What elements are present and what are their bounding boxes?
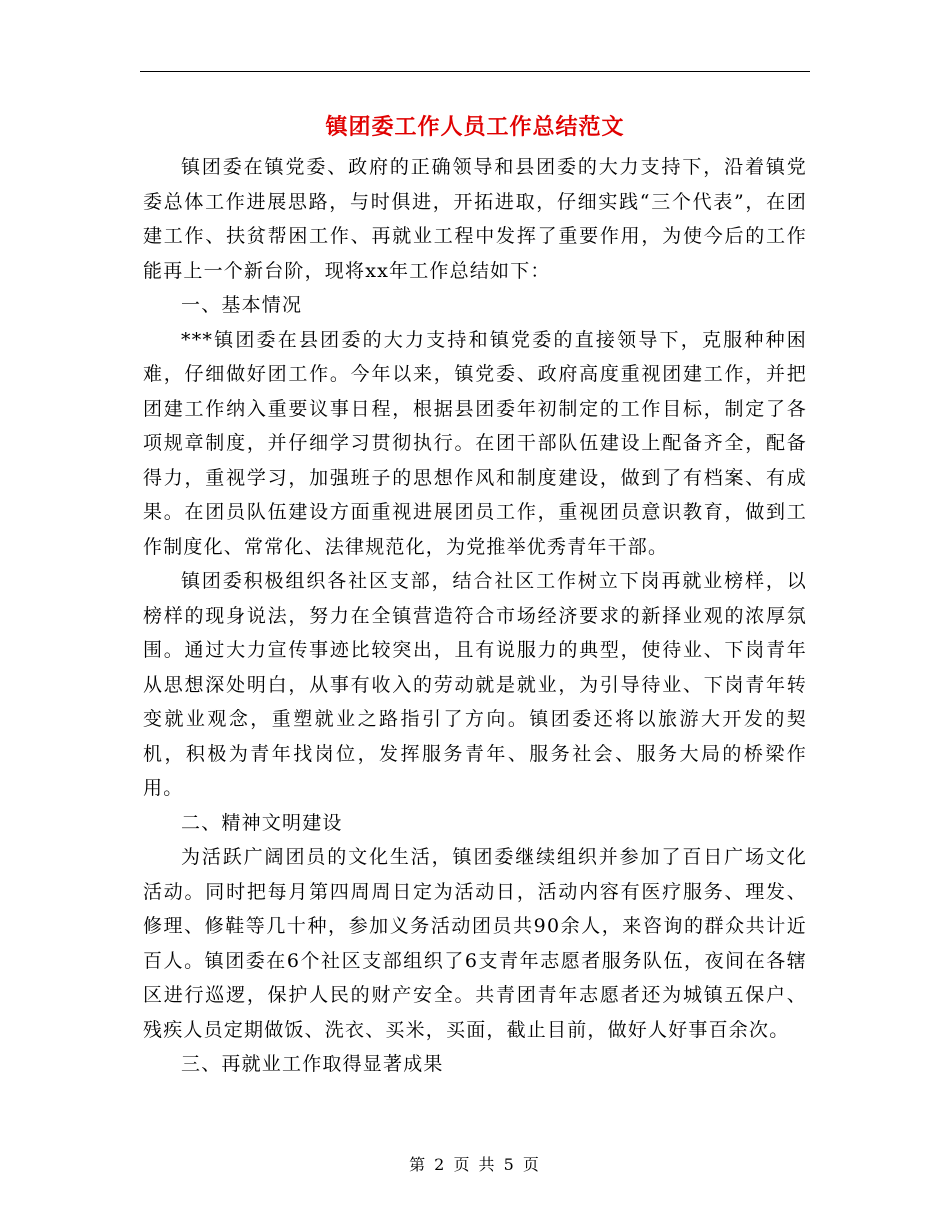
body-paragraph: 镇团委积极组织各社区支部，结合社区工作树立下岗再就业榜样，以榜样的现身说法，努力在全镇营造符合市场经济要求的新择业观的浓厚氛围。通过大力宣传事迹比较突出，且有说服力的典型，使待业、下岗青年从思想深处明白，从事有收入的劳动就是就业，为引导待业、下岗青年转变就业观念，重塑就业之路指引了方向。镇团委还将以旅游大开发的契机，积极为青年找岗位，发挥服务青年、服务社会、服务大局的桥梁作用。 <box>143 570 807 799</box>
section-heading-basic-situation: 一、基本情况 <box>181 294 303 316</box>
body-paragraph: 为活跃广阔团员的文化生活，镇团委继续组织并参加了百日广场文化活动。同时把每月第四周周日定为活动日，活动内容有医疗服务、理发、修理、修鞋等几十种，参加义务活动团员共90余人，来咨询的群众共计近百人。镇团委在6个社区支部组织了6支青年志愿者服务队伍，夜间在各辖区进行巡逻，保护人民的财产安全。共青团青年志愿者还为城镇五保户、残疾人员定期做饭、洗衣、买米，买面，截止目前，做好人好事百余次。 <box>143 846 807 1041</box>
intro-paragraph: 镇团委在镇党委、政府的正确领导和县团委的大力支持下，沿着镇党委总体工作进展思路，与时俱进，开拓进取，仔细实践“三个代表”，在团建工作、扶贫帮困工作、再就业工程中发挥了重要作用，为使今后的工作能再上一个新台阶，现将xx年工作总结如下： <box>143 156 807 282</box>
body-paragraph: ***镇团委在县团委的大力支持和镇党委的直接领导下，克服种种困难，仔细做好团工作。今年以来，镇党委、政府高度重视团建工作，并把团建工作纳入重要议事日程，根据县团委年初制定的工作目标，制定了各项规章制度，并仔细学习贯彻执行。在团干部队伍建设上配备齐全，配备得力，重视学习，加强班子的思想作风和制度建设，做到了有档案、有成果。在团员队伍建设方面重视进展团员工作，重视团员意识教育，做到工作制度化、常常化、法律规范化，为党推举优秀青年干部。 <box>143 328 807 558</box>
document-title: 镇团委工作人员工作总结范文 <box>325 114 625 140</box>
document-body <box>143 150 807 1082</box>
page-number-footer: 第 2 页 共 5 页 <box>409 1155 541 1174</box>
section-heading-spiritual-civilization: 二、精神文明建设 <box>181 811 343 834</box>
section-heading-reemployment: 三、再就业工作取得显著成果 <box>181 1053 444 1075</box>
header-rule <box>140 71 810 72</box>
